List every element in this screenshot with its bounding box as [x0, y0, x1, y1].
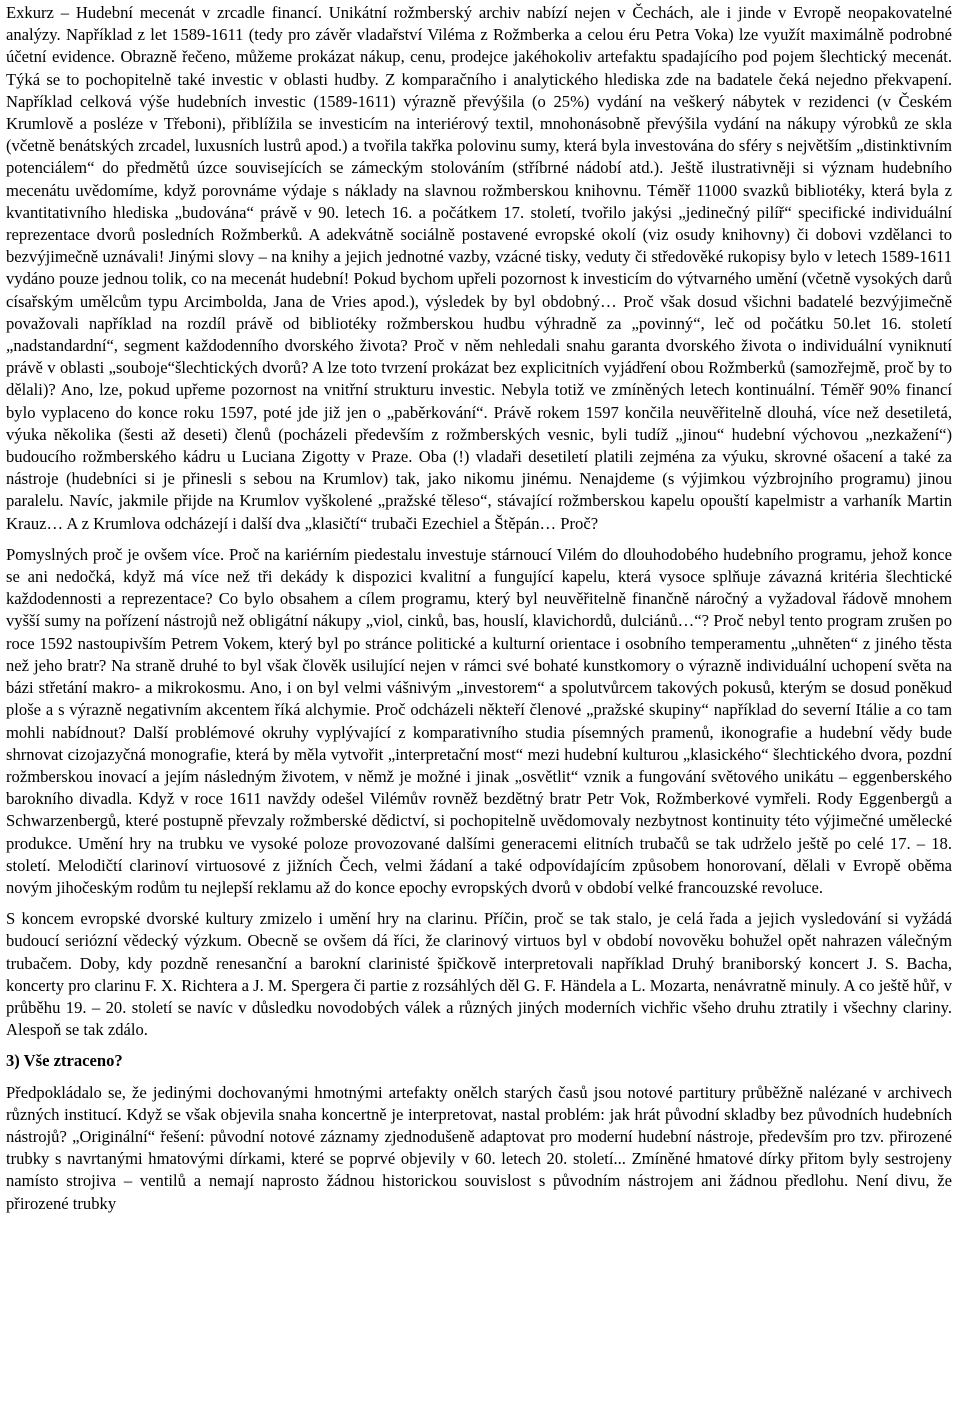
paragraph-questions: Pomyslných proč je ovšem více. Proč na kariérním piedestalu investuje stárnoucí Vilém do dlouhodobého hudebního programu, jehož konce se ani nedočká, když má více než tři dekády k dispozici kvalitní a fungující kapelu, která vysoce splňuje závazná kritéria šlechtické každodennosti a reprezentace? Co bylo obsahem a cílem programu, který byl neuvěřitelně finančně náročný a vyžadoval řádově mnohem vyšší sumy na pořízení nástrojů než obligátní nákupy „viol, cinků, bas, houslí, klavichordů, dulciánů…“? Proč nebyl tento program zrušen po roce 1592 nastoupivším Petrem Vokem, který byl po stránce politické a kulturní orientace i osobního temperamentu „uhněten“ z jiného těsta než jeho bratr? Na straně druhé to byl však člověk usilující nejen v rámci své bohaté kunstkomory o výrazně individuální uchopení světa na bázi střetání makro- a mikrokosmu. Ano, i on byl velmi vášnivým „investorem“ a spolutvůrcem takových pokusů, kterým se dosud poněkud ploše a s výrazně negativním akcentem říká alchymie. Proč odcházeli někteří členové „pražské skupiny“ například do severní Itálie a co tam mohli nabídnout? Další problémové okruhy vyplývající z komparativního studia písemných pramenů, ikonografie a hudební vědy bude shrnovat cizojazyčná monografie, která by měla vytvořit „interpretační most“ mezi hudební kulturou „klasického“ šlechtického dvora, pozdní rožmberskou inovací a jejím následným životem, v němž je možné i jinak „osvětlit“ vznik a fungování světového unikátu – eggenberského barokního divadla. Když v roce 1611 navždy odešel Vilémův rovněž bezdětný bratr Petr Vok, Rožmberkové vymřeli. Rody Eggenbergů a Schwarzenbergů, které postupně převzaly rožmberské dědictví, si pochopitelně uvědomovaly nezbytnost kontinuity této výjimečné umělecké produkce. Umění hry na trubku ve vysoké poloze provozované dalšími generacemi elitních trubačů se tak udrželo ještě po celé 17. – 18. století. Melodičtí clarinoví virtuosové z jižních Čech, velmi žádaní a také odpovídajícím způsobem honorovaní, dělali v Evropě oběma novým jihočeským rodům tu nejlepší reklamu až do konce epochy evropských dvorů v období velké francouzské revoluce. [6, 544, 952, 897]
paragraph-excursus: Exkurz – Hudební mecenát v zrcadle financí. Unikátní rožmberský archiv nabízí nejen v Čechách, ale i jinde v Evropě neopakovatelné analýzy. Například z let 1589-1611 (tedy pro závěr vladařství Viléma z Rožmberka a celou éru Petra Voka) lze využít maximálně podrobné účetní evidence. Obrazně řečeno, můžeme prokázat nákup, cenu, prodejce jakéhokoliv artefaktu spadajícího pod pojem šlechtický mecenát. Týká se to pochopitelně také investic v oblasti hudby. Z komparačního i analytického hlediska zde na badatele čeká nejedno překvapení. Například celková výše hudebních investic (1589-1611) výrazně převýšila (o 25%) vydání na veškerý nábytek v rezidenci (v Českém Krumlově a posléze v Třeboni), přiblížila se investicím na interiérový textil, mnohonásobně převýšila vydání na nákupy výrobků ze skla (včetně benátských zrcadel, luxusních lustrů apod.) a tvořila takřka polovinu sumy, která byla investována do sféry s největším „distinktivním potenciálem“ do předmětů úzce souvisejících se zámeckým stolováním (stříbrné nádobí atd.). Ještě ilustrativněji si význam hudebního mecenátu uvědomíme, když porovnáme výdaje s náklady na slavnou rožmberskou knihovnu. Téměř 11000 svazků bibliotéky, která byla z kvantitativního hlediska „budována“ právě v 90. letech 16. a počátkem 17. století, tvořilo jakýsi „jedinečný pilíř“ specifické individuální reprezentace dvorů posledních Rožmberků. A adekvátně sociálně postavené evropské okolí (viz osudy knihovny) či dobovi vzdělanci to bezvýjimečně uznávali! Jinými slovy – na knihy a jejich jednotné vazby, vzácné tisky, veduty či středověké rukopisy bylo v letech 1589-1611 vydáno pouze jednou tolik, co na mecenát hudební! Pokud bychom upřeli pozornost k investicím do výtvarného umění (včetně vysokých darů císařským umělcům typu Arcimbolda, Jana de Vries apod.), výsledek by byl obdobný… Proč však dosud všichni badatelé bezvýjimečně považovali například na rozdíl právě od bibliotéky rožmberskou hudbu výhradně za „povinný“, leč od počátku 50.let 16. století „nadstandardní“, segment každodenního dvorského života? Proč v něm nehledali snahu garanta dvorského života o individuální vyniknutí právě v oblasti „souboje“šlechtických dvorů? A lze toto tvrzení prokázat bez explicitních vyjádření obou Rožmberků (samozřejmě, proč by to dělali)? Ano, lze, pokud upřeme pozornost na vnitřní strukturu investic. Nebyla totiž ve zmíněných letech kontinuální. Téměř 90% financí bylo vyplaceno do konce roku 1597, poté jde již jen o „paběrkování“. Právě rokem 1597 končila neuvěřitelně dlouhá, více než desetiletá, výuka několika (šesti až deseti) členů (pocházeli především z rožmberských vesnic, byli tudíž „jinou“ hudební výchovou „nezkažení“) budoucího rožmberského kádru u Luciana Zigotty v Praze. Oba (!) vladaři desetiletí platili zejména za výuku, skrovné ošacení a také za nástroje (hudebníci si je přinesli s sebou na Krumlov) tak, jako nikomu jinému. Nenajdeme (s výjimkou výzbrojního programu) jinou paralelu. Navíc, jakmile přijde na Krumlov vyškolené „pražské těleso“, stávající rožmberskou kapelu opouští kapelmistr a varhaník Martin Krauz… A z Krumlova odcházejí i další dva „klasičtí“ trubači Ezechiel a Štěpán… Proč? [6, 3, 952, 533]
section-heading: 3) Vše ztraceno? [6, 1051, 123, 1071]
paragraph-closing: Předpokládalo se, že jedinými dochovanými hmotnými artefakty onělch starých časů jsou notové partitury průběžně nalézané v archivech různých institucí. Když se však objevila snaha koncertně je interpretovat, nastal problém: jak hrát původní skladby bez původních hudebních nástrojů? „Originální“ řešení: původní notové záznamy zjednodušeně adaptovat pro moderní hudební nástroje, především pro tzv. přirozené trubky s navrtanými hmatovými dírkami, které se poprvé objevily v 60. letech 20. století... Zmíněné hmatové dírky přitom byly sestrojeny namísto strojiva – ventilů a nemají naprosto žádnou historickou souvislost s původním nástrojem ani žádnou předlohu. Není divu, že přirozené trubky [6, 1082, 952, 1213]
paragraph-decline: S koncem evropské dvorské kultury zmizelo i umění hry na clarinu. Příčin, proč se tak stalo, je celá řada a jejich vysledování si vyžádá budoucí seriózní vědecký výzkum. Obecně se ovšem dá říci, že clarinový virtuos byl v období novověku bohužel opět nahrazen válečným trubačem. Doby, kdy pozdně renesanční a barokní clarinisté špičkově interpretovali například Druhý braniborský koncert J. S. Bacha, koncerty pro clarinu F. X. Richtera a J. M. Spergera či partie z rozsáhlých děl G. F. Händela a L. Mozarta, nenávratně minuly. A co ještě hůř, v průběhu 19. – 20. století se navíc v důsledku novodobých válek a různých jiných moderních vichřic všeho druhu ztratily i všechny clariny. Alespoň se tak zdálo. [6, 909, 952, 1040]
